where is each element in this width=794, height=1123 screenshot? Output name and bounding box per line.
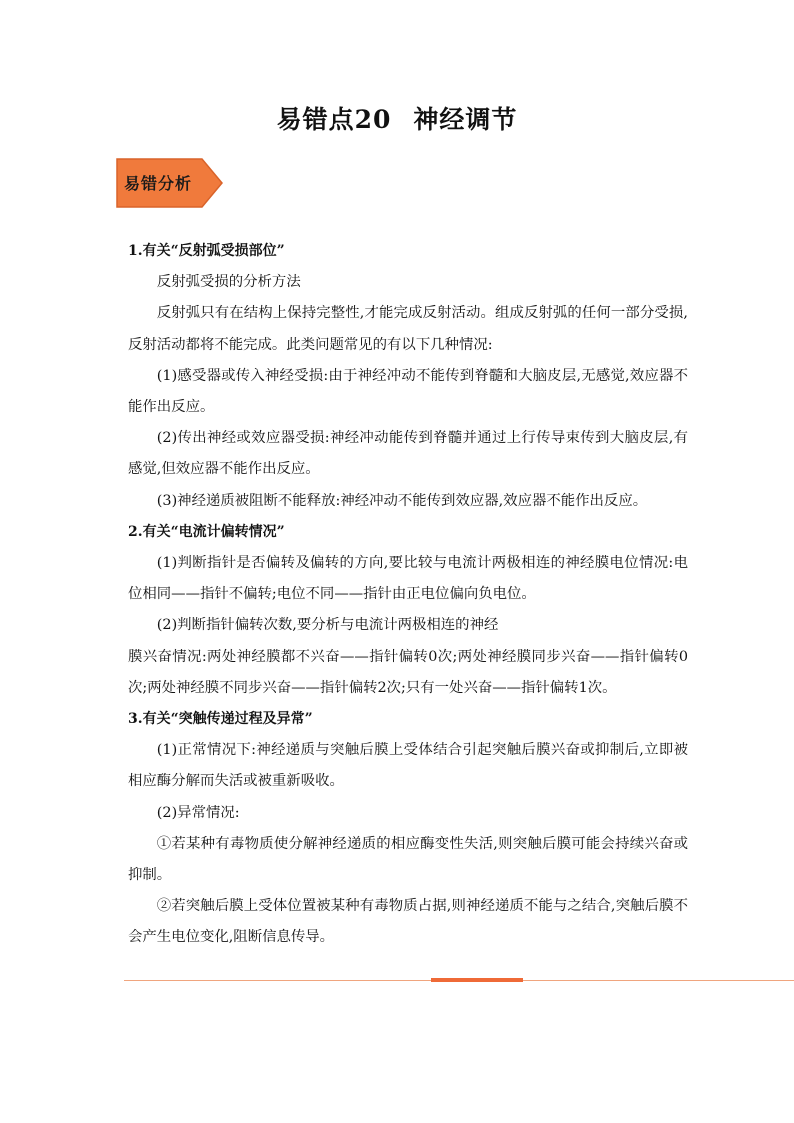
section-heading: 3.有关“突触传递过程及异常” [128, 711, 313, 728]
paragraph: (2)传出神经或效应器受损:神经冲动能传到脊髓并通过上行传导束传到大脑皮层,有感觉,但效应器不能作出反应。 [128, 430, 688, 478]
section-heading: 2.有关“电流计偏转情况” [128, 523, 285, 540]
page-title [0, 100, 794, 136]
paragraph: (3)神经递质被阻断不能释放:神经冲动不能传到效应器,效应器不能作出反应。 [156, 492, 648, 509]
paragraph: (1)感受器或传入神经受损:由于神经冲动不能传到脊髓和大脑皮层,无感觉,效应器不能作出反应。 [128, 367, 688, 416]
paragraph: 反射弧只有在结构上保持完整性,才能完成反射活动。组成反射弧的任何一部分受损,反射活动都将不能完成。此类问题常见的有以下几种情况: [128, 305, 688, 353]
paragraph: (2)异常情况: [156, 804, 240, 821]
section-badge [116, 158, 224, 208]
footer-accent-bar [431, 978, 523, 982]
paragraph: (1)正常情况下:神经递质与突触后膜上受体结合引起突触后膜兴奋或抑制后,立即被相应酶分解而失活或被重新吸收。 [128, 742, 688, 790]
paragraph: (1)判断指针是否偏转及偏转的方向,要比较与电流计两极相连的神经膜电位情况:电位相同——指针不偏转;电位不同——指针由正电位偏向负电位。 [128, 555, 688, 603]
paragraph: (2)判断指针偏转次数,要分析与电流计两极相连的神经 [156, 617, 499, 634]
section-heading: 1.有关“反射弧受损部位” [128, 243, 285, 259]
paragraph: 膜兴奋情况:两处神经膜都不兴奋——指针偏转0次;两处神经膜同步兴奋——指针偏转0次;两处神经膜不同步兴奋——指针偏转2次;只有一处兴奋——指针偏转1次。 [128, 648, 688, 696]
paragraph: 反射弧受损的分析方法 [156, 274, 301, 291]
paragraph: ②若突触后膜上受体位置被某种有毒物质占据,则神经递质不能与之结合,突触后膜不会产生电位变化,阻断信息传导。 [128, 898, 688, 946]
paragraph: ①若某种有毒物质使分解神经递质的相应酶变性失活,则突触后膜可能会持续兴奋或抑制。 [128, 835, 688, 884]
badge-label: 易错分析 [124, 174, 193, 193]
title-topic: 神经调节 [413, 105, 518, 134]
title-main: 易错点20 [276, 105, 392, 134]
document-body [128, 236, 688, 954]
